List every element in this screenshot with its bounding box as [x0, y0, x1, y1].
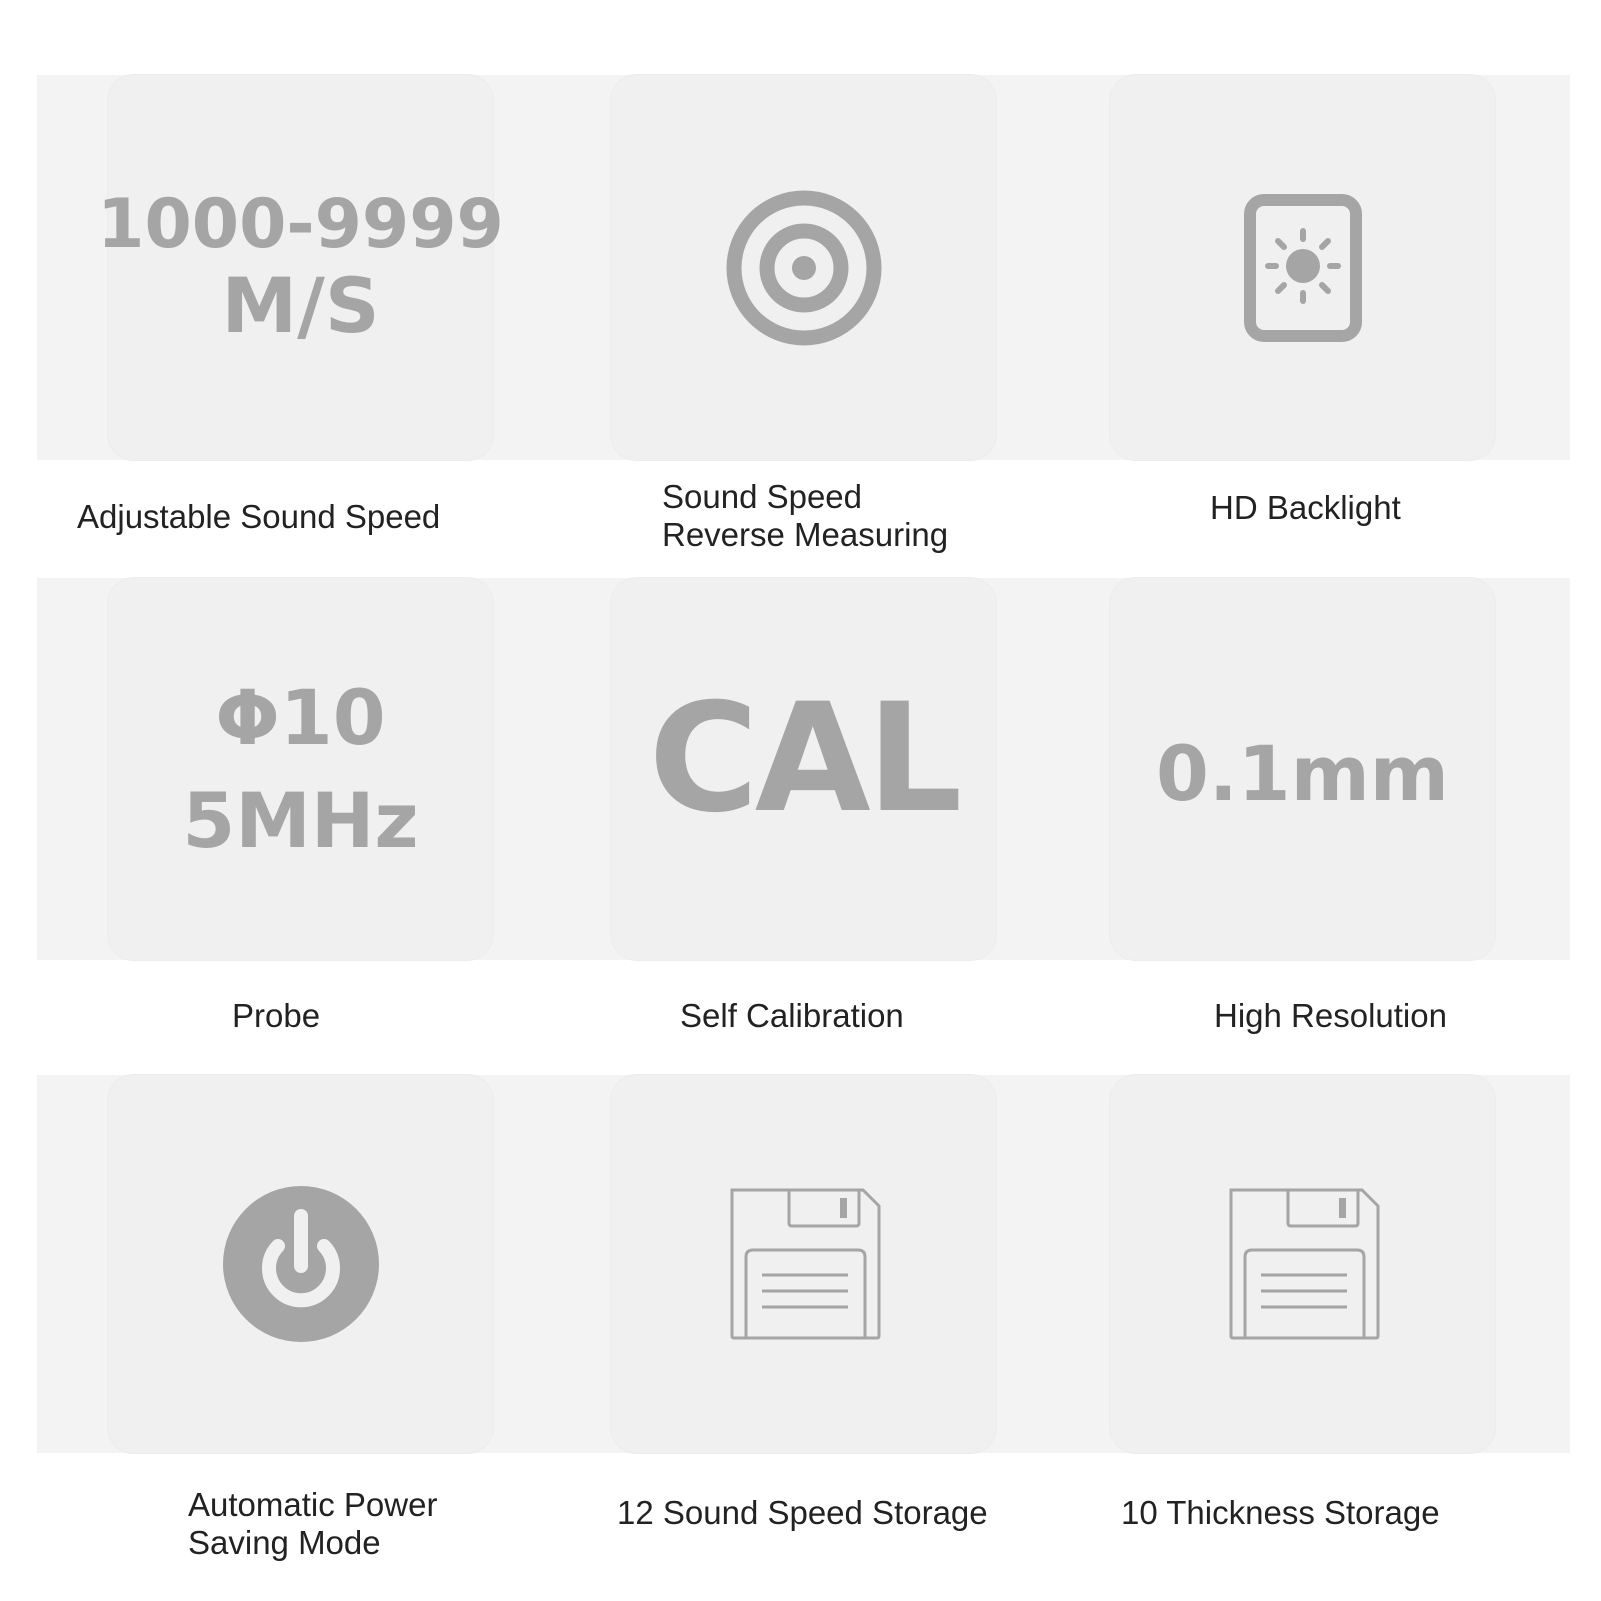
caption-power-saving: Automatic Power Saving Mode — [188, 1486, 438, 1561]
feature-tile-hd-backlight — [1110, 75, 1495, 460]
sound-speed-range-value: 1000-9999 — [97, 184, 504, 264]
caption-high-resolution: High Resolution — [1214, 997, 1447, 1034]
caption-hd-backlight: HD Backlight — [1210, 489, 1401, 526]
resolution-value: 0.1mm — [1155, 729, 1449, 819]
feature-tile-adjustable-sound-speed — [97, 75, 504, 460]
cal-label: CAL — [648, 672, 959, 846]
caption-thickness-storage: 10 Thickness Storage — [1121, 1494, 1440, 1531]
backlight-icon — [1243, 193, 1363, 343]
caption-sound-speed-reverse: Sound Speed Reverse Measuring — [662, 478, 949, 553]
caption-self-calibration: Self Calibration — [680, 997, 904, 1034]
power-icon — [221, 1184, 381, 1344]
feature-tile-power-saving — [108, 1075, 493, 1453]
sound-speed-unit: M/S — [221, 261, 380, 351]
floppy-disk-icon — [726, 1187, 882, 1341]
feature-tile-high-resolution — [1110, 578, 1495, 960]
floppy-disk-icon — [1225, 1187, 1381, 1341]
caption-sound-speed-storage: 12 Sound Speed Storage — [617, 1494, 988, 1531]
feature-tile-self-calibration — [611, 578, 996, 960]
feature-tile-sound-speed-storage — [611, 1075, 996, 1453]
caption-probe: Probe — [232, 997, 321, 1034]
probe-frequency: 5MHz — [182, 776, 419, 865]
sound-speed-range-text — [97, 184, 504, 351]
probe-diameter: Φ10 — [215, 672, 386, 762]
feature-tile-probe — [108, 578, 493, 960]
probe-spec-text — [182, 666, 418, 873]
feature-tile-sound-speed-reverse — [611, 75, 996, 460]
target-icon — [724, 188, 884, 348]
feature-tile-thickness-storage — [1110, 1075, 1495, 1453]
caption-adjustable-sound-speed: Adjustable Sound Speed — [77, 498, 441, 535]
